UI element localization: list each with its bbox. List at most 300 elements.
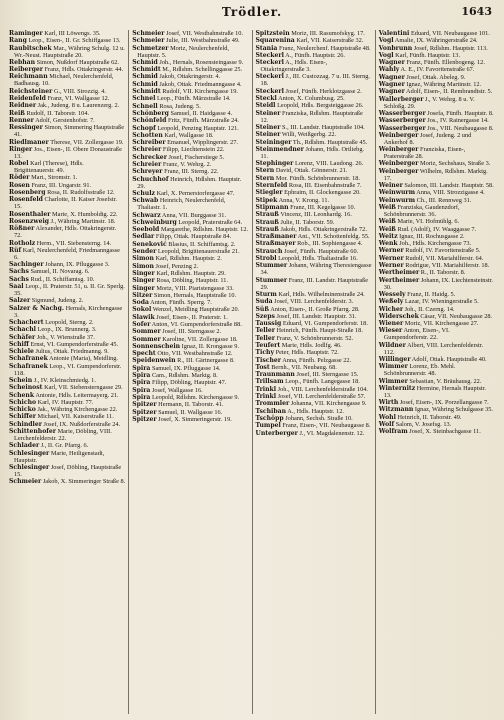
entry-surname: Schmid [132,58,158,66]
directory-entry [132,350,248,357]
entry-surname: Reichmann [9,73,48,81]
directory-entry [9,110,125,117]
entry-surname: Schachl [9,326,36,334]
page-header [0,2,504,24]
directory-entry [132,285,248,292]
directory-entry [379,269,495,276]
directory-entry [256,277,372,291]
page-title: Trödler. [221,5,283,19]
directory-entry [132,125,248,132]
entry-details: Heinrich, II. Taborstr. 49. [397,413,462,421]
directory-entry [379,255,495,262]
entry-surname: Steiner [255,131,281,139]
directory-entry [9,117,125,124]
entry-details: Simon, Nußdorf Hauptstraße 62. [36,58,119,66]
entry-surname: Schopf [132,124,156,132]
entry-details: Rodrigue, VII. Mariahilferstr. 18. [405,262,490,270]
entry-surname: Schiffer [9,413,36,421]
entry-details: Joh., II. Czerng. 14. [404,305,455,313]
entry-details: Franziska, Gaudenzdorf, Schönbrunnerstr. 36. [383,203,460,218]
directory-entry [132,248,248,255]
entry-details: Hermine, Hernals Hauptstr. 13. [383,384,486,399]
entry-surname: Schindler [9,420,42,428]
directory-entry [379,37,495,44]
entry-surname: Sommer [132,328,161,336]
entry-surname: Süß [255,305,269,313]
entry-details: Josef, VIII. Lerchenfelderstr. 3. [274,298,354,306]
entry-details: Marie, Döbling, VIII. Lerchenfelderstr. 22. [14,428,112,443]
entry-details: Simon, Simmering Hauptstraße 41. [14,124,125,139]
directory-entry [9,102,125,109]
entry-details: Leop., Fünfh. Langegasse 18. [285,378,360,386]
entry-surname: Schmetzer [132,44,169,52]
entry-details: Josef, VII. Westbahnstraße 10. [166,30,244,37]
entry-details: Johann, Sechsh. Straße 10. [285,414,353,422]
entry-surname: Steckerl [255,87,284,95]
entry-surname: Salzer [9,297,31,305]
entry-details: Lorenz, VIII. Laudong. 26. [294,160,364,168]
directory-entry [132,292,248,299]
directory-entry [256,313,372,320]
directory-entry [132,226,248,233]
entry-surname: Weiß [378,225,396,233]
directory-entry [379,146,495,160]
entry-details: Josef, IX. Nußdorferstraße 24. [43,420,121,428]
entry-details: Franziska, Rdlshm. Hauptstraße 12. [260,109,363,124]
entry-details: J., VI. Magdalenenstr. 12. [299,429,365,437]
entry-surname: Steininger [255,138,292,146]
directory-entry [379,197,495,204]
directory-entry [9,377,125,384]
entry-details: Michael, Neulerchenfeld, Badhausg. 10. [14,73,114,88]
entry-details: Anna, VII. Burggasse 31. [161,211,227,219]
directory-entry [9,124,125,138]
entry-details: Moriz, Sechshaus, Straße 3. [420,160,491,168]
entry-surname: Trillsam [255,378,284,386]
entry-surname: Teufert [255,341,281,349]
directory-entry [132,328,248,335]
entry-details: Franz, Fünfh. Ellenbogeng. 12. [406,59,485,67]
entry-details: Karl, Wallgasse 18. [164,131,214,139]
entry-details: Filipp, Liechtenstein 22. [162,146,225,154]
directory-entry [256,124,372,131]
directory-entry [256,262,372,276]
entry-details: Moriz, III. Rasumofskyg. 17. [291,30,365,37]
directory-entry [379,88,495,95]
entry-surname: Wessely [378,290,406,298]
entry-details: Karl, X. Pernerstorfergasse 47. [156,189,235,197]
entry-surname: Schlader [9,442,40,450]
directory-entry [379,385,495,399]
entry-details: Johann, IX. Liechtensteinstr. 30. [383,276,493,291]
entry-details: J., II. Gr. Pfarrg. 6. [40,442,89,450]
entry-details: Blasius, II. Schiffamtsg. 2. [168,240,236,248]
entry-details: Anton, Fünfh. Sperrg. 7. [150,299,212,307]
entry-details: Joh., Hernals, Rosensteingasse 9. [159,58,244,66]
entry-surname: Wirth [378,399,399,407]
directory-entry [132,241,248,248]
entry-details: Julie, III. Westbahnstraße 49. [166,37,240,45]
directory-entry [379,66,495,73]
entry-details: Marie, Heiligenstadt, Hauptstr. [14,449,105,464]
directory-entry [256,197,372,204]
entry-details: Sigmund, Judeng. 2. [31,297,84,305]
entry-details: Anton, X. Columbusg. 25. [278,95,345,103]
entry-surname: Schönfeld [132,117,167,125]
entry-surname: Schotten [132,131,163,139]
entry-details: Jakob, Ottakringerstr. 4. [159,73,221,81]
entry-surname: Schreier [132,161,162,169]
directory-entry [132,212,248,219]
entry-surname: Tischer [255,356,282,364]
directory-entry [132,139,248,146]
entry-details: Moriz, VII. Kirchengasse 27. [404,320,479,328]
directory-entry [379,406,495,413]
directory-entry [379,378,495,385]
entry-surname: Spira [132,372,151,380]
directory-entry [379,414,495,421]
entry-details: R., II. Taborstr. 8. [420,269,466,277]
entry-surname: Vogl [378,51,394,59]
entry-surname: Reiberger [9,66,43,74]
entry-details: Anton, Eisen-, II. Große Pfarrg. 28. [270,305,360,313]
entry-details: Michael, VII. Kaiserstraße 11. [37,413,114,421]
directory-entry [379,291,495,298]
directory-entry [379,306,495,313]
directory-entry [132,110,248,117]
entry-details: Jakob, Ottak. Friedmanngasse 4. [159,80,242,88]
directory-entry [256,408,372,415]
entry-surname: Steckerl [255,51,284,59]
entry-surname: Sokol [132,306,152,314]
entry-details: Samuel, IX. Pfluggasse 14. [151,364,221,372]
entry-surname: Speidenwein [132,357,176,365]
entry-details: Antonie (Maria), Meidling. [49,355,118,363]
entry-surname: Werner [378,254,404,262]
entry-surname: Rosenzweig [9,217,50,225]
entry-details: A., Hdls. Eisen-, Ottakringerstraße 3. [260,59,328,74]
entry-surname: Rosenthaler [9,210,51,218]
entry-surname: Schmeier [132,30,165,37]
entry-details: Samuel, II. Novarag. 6. [30,268,90,276]
entry-details: Franziska, Eisen-, Praterstraße 28. [383,146,466,161]
entry-surname: Reichsteiner [9,87,53,95]
entry-details: Th., Rdlshm. Hauptstraße 45. [292,138,368,146]
entry-details: Otto, VII. Westbahnstraße 12. [157,350,233,358]
directory-entry [256,393,372,400]
entry-details: Josef, Wallgasse 16. [151,386,203,394]
directory-entry [256,175,372,182]
directory-entry [132,394,248,401]
entry-surname: Schmeier [132,37,165,45]
entry-surname: Schlesinger [9,463,50,471]
entry-details: Johann, Hdls. Ortliebg. 11. [260,145,365,160]
entry-details: Josef, Penzing 2. [155,262,199,270]
entry-surname: Steiner [255,123,281,131]
entry-surname: Wahly [378,66,400,74]
entry-surname: Tumpel [255,422,281,430]
entry-details: Leop., Fünfh. Märzstraße 14. [157,95,231,103]
entry-details: Leopold, Penzing Hauptstr. 121. [157,124,239,132]
entry-details: Rosa, Judeng. 5. [159,102,201,110]
entry-details: Samuel, II. Wallgasse 16. [158,408,223,416]
entry-details: Ant., VII. Schottenfeldg. 55. [297,233,370,241]
entry-details: Lorenz, Eb. Mehl. Schönbrunnerstr. 48. [383,363,456,378]
entry-surname: Schmidt [132,88,161,96]
entry-surname: Renner [9,116,34,124]
entry-surname: Werner [378,247,404,255]
directory-entry [132,197,248,211]
entry-details: Karl, Rdlshm. Hauptstr. 2. [155,255,222,263]
directory-entry [132,146,248,153]
entry-details: Leop., VI. Gumpendorferstr. 118. [14,362,122,377]
entry-details: J., V. Wehrg. 8 u. V. Schloßg. 29. [383,95,475,110]
directory-entry [379,356,495,363]
entry-details: Peter, Hdls. Hauptstr. 72. [275,349,339,357]
entry-details: Julie, II. Taborstr. 59. [280,218,335,226]
directory-entry [132,66,248,73]
entry-details: Josef, Rdlshm. Hauptstr. 113. [413,44,488,52]
directory-entry [256,59,372,73]
entry-surname: Reidenfeld [9,95,46,103]
entry-details: Ernst, VI. Gumpendorferstraße 45. [30,340,119,348]
entry-surname: Rebhan [9,58,36,66]
entry-surname: Schmidt [132,66,161,74]
entry-details: Cam., Rdlshm. Marktg. 8. [151,372,218,380]
directory-entry [256,73,372,87]
entry-surname: Weinberger [378,160,419,168]
entry-surname: Scheinost [9,384,43,392]
entry-surname: Simon [132,255,154,263]
entry-details: Josef, Judeng. 2 und Ankerhof 8. [383,131,472,146]
entry-details: Adolf, Eisen-, II. Rembrandtstr. 5. [406,88,493,96]
directory-entry [132,416,248,423]
directory-entry [256,211,372,218]
entry-surname: Salzer & Nachg. [9,304,64,312]
entry-surname: Singer [132,269,155,277]
entry-details: Marie, VI. Hofmühlg. 6. [397,218,460,226]
directory-entry [9,297,125,304]
directory-entry [132,336,248,343]
directory-entry [379,96,495,110]
directory-column-3 [253,30,376,714]
entry-surname: Sturm [255,290,277,298]
entry-details: Anna, Fünfh. Pelzgasse 22. [282,356,352,364]
directory-entry [379,189,495,196]
directory-entry [9,160,125,174]
entry-details: R., III. Gärtnergasse 8. [177,357,235,365]
entry-surname: Traunmann [255,371,295,379]
entry-details: Charlotte, II. Kaiser Josefstr. 15. [14,196,117,211]
directory-entry [256,182,372,189]
directory-entry [379,132,495,146]
directory-entry [9,247,125,261]
directory-entry [379,399,495,406]
entry-details: Leopold, Hdls. Thaliastraße 16. [278,255,358,263]
directory-entry [9,464,125,478]
directory-entry [9,276,125,283]
entry-surname: Singer [132,277,155,285]
entry-surname: Wenk [378,240,398,248]
entry-details: Rudolf, IV. Favoritenstraße 5. [405,247,481,255]
directory-entry [379,110,495,117]
entry-details: Leop., II. Praterstr. 51, u. II. Gr. Sperlg. 35. [14,283,125,298]
entry-details: Mar., Währing Schulg. 12 u. Wr.-Neust. Hauptstraße 20. [14,44,125,59]
entry-details: Mart., Stromstr. 1. [31,174,78,182]
directory-column-2 [129,30,252,714]
directory-entry [9,174,125,181]
entry-surname: Sachs [9,275,29,283]
directory-entry [379,327,495,341]
entry-details: Rob., III. Sophiengasse 4. [297,240,363,248]
entry-surname: Teller [255,327,275,335]
entry-surname: Simon [132,262,154,270]
directory-entry [9,189,125,196]
entry-details: Salomon, III. Landstr. Hauptstr. 58. [404,182,494,190]
directory-entry [132,45,248,59]
entry-surname: Slawik [132,313,155,321]
entry-surname: Wasserberger [378,117,426,125]
directory-entry [9,413,125,420]
directory-entry [256,102,372,109]
directory-entry [9,95,125,102]
directory-entry [132,357,248,364]
entry-surname: Taussig [255,320,282,328]
directory-entry [256,378,372,385]
entry-surname: Suda [255,298,273,306]
entry-details: Josef, Eisen-, IX. Porzellangasse 7. [399,399,489,407]
entry-surname: Sommer [132,335,161,343]
entry-surname: Singer [132,284,155,292]
entry-surname: Trinkl [255,385,277,393]
entry-surname: Steckerl [255,59,284,67]
entry-details: Lazar, IV. Wieningerstraße 5. [404,298,479,306]
entry-surname: Schicko [9,406,36,414]
entry-surname: Reiß [9,109,25,117]
directory-entry [9,326,125,333]
entry-surname: Squarenina [255,37,295,45]
entry-details: Josef, Fünfh. Hauptstraße 60. [284,247,359,255]
entry-details: Hermann, II. Taborstr. 41. [158,401,224,409]
directory-entry [9,399,125,406]
entry-details: Franz, V. Wehrg. 2. [162,161,212,169]
directory-entry [9,146,125,160]
directory-entry [256,291,372,298]
directory-entry [379,218,495,225]
entry-surname: Rang [9,37,27,45]
entry-details: Jakob, Hdls. Ottakringerstraße 72. [280,225,367,233]
directory-entry [256,248,372,255]
entry-details: Samuel, II. Haidgasse 4. [170,109,233,117]
directory-entry [256,364,372,371]
directory-entry [132,95,248,102]
entry-surname: Schreier [132,146,162,154]
directory-entry [256,146,372,160]
directory-entry [9,182,125,189]
entry-details: Jos., VIII. Neubaugasse 8. [427,124,494,132]
entry-surname: Witzmann [378,406,414,414]
entry-surname: Weinberger [378,131,419,139]
entry-details: Josef, X. Steinbachgasse 11. [409,428,481,436]
entry-surname: Wildner [378,341,406,349]
directory-entry [256,255,372,262]
directory-entry [9,319,125,326]
entry-surname: Sachs [9,268,29,276]
entry-details: A. E., IV. Favoritenstraße 67. [400,66,475,74]
entry-details: Fritz, Fünfh. Märzstraße 24. [167,117,239,125]
directory-entry [132,88,248,95]
entry-surname: Schlesinger [9,449,50,457]
directory-entry [9,355,125,362]
entry-details: Sebastian, V. Bräuhausg. 22. [409,377,482,385]
directory-columns [6,30,498,714]
directory-entry [132,103,248,110]
entry-details: Franz, Neulerchenf. Hauptstraße 48. [278,44,371,52]
directory-entry [9,268,125,275]
directory-entry [256,189,372,196]
entry-details: Filipp, Döbling, Hauptstr. 47. [151,379,227,387]
entry-surname: Schwab [132,197,159,205]
entry-details: Jos., IV. Rainergasse 14. [427,117,489,125]
entry-details: Ignaz, II. Krongasse 9. [181,342,240,350]
directory-entry [256,415,372,422]
entry-details: Alexander, Hdls. Ottakringerstr. 72. [14,225,117,240]
entry-details: Adolf, Gerstenhofstr. 7. [35,116,95,124]
directory-entry [9,218,125,225]
entry-details: Moriz, VIII. Piaristengasse 33. [156,284,234,292]
entry-surname: Wimmer [378,377,408,385]
entry-surname: Schnell [132,102,158,110]
entry-details: M., Rdlshm. Schellinggasse 25. [162,66,243,74]
directory-entry [132,365,248,372]
entry-surname: Wasserberger [378,124,426,132]
entry-surname: Valentini [378,30,410,37]
entry-details: Josef, VII. Lerchenfelderstraße 57. [277,393,366,401]
entry-surname: Schreiber [132,139,166,147]
entry-surname: Wallerberger [378,95,424,103]
directory-entry [256,298,372,305]
directory-entry [256,226,372,233]
directory-entry [132,263,248,270]
directory-entry [256,335,372,342]
directory-entry [379,204,495,218]
entry-details: Josef, Döbling, Hauptstraße 15. [14,463,122,478]
entry-details: Anton, Eisen-, VI. Gumpendorferstr. 22. [383,327,450,342]
directory-entry [379,233,495,240]
directory-entry [379,117,495,124]
entry-details: S., III. Landstr. Hauptstraße 104. [282,123,365,131]
entry-details: Rosa, Döbling, Hauptstr. 11. [156,277,228,285]
directory-entry [379,74,495,81]
directory-entry [9,406,125,413]
directory-entry [379,363,495,377]
entry-details: Franz, II. Haidg. 5. [407,290,456,298]
entry-details: Franz, V. Schönbrunnerstr. 52. [276,334,354,342]
entry-surname: Rüf [9,246,22,254]
directory-entry [132,372,248,379]
entry-surname: Schmeier [9,478,42,486]
entry-surname: Schittenhofer [9,428,56,436]
directory-entry [379,428,495,435]
entry-details: Therese, VII. Zollergasse 19. [50,138,124,146]
entry-details: Josef, III. Sterngasse 2. [162,328,222,336]
directory-entry [256,139,372,146]
entry-surname: Trommler [255,400,290,408]
entry-surname: Schiele [9,348,34,356]
entry-details: G., VIII. Strozzig. 4. [53,87,106,95]
entry-surname: Schweinburg [132,218,177,226]
entry-details: Wenzel, Meidling Hauptstraße 20. [152,306,240,314]
